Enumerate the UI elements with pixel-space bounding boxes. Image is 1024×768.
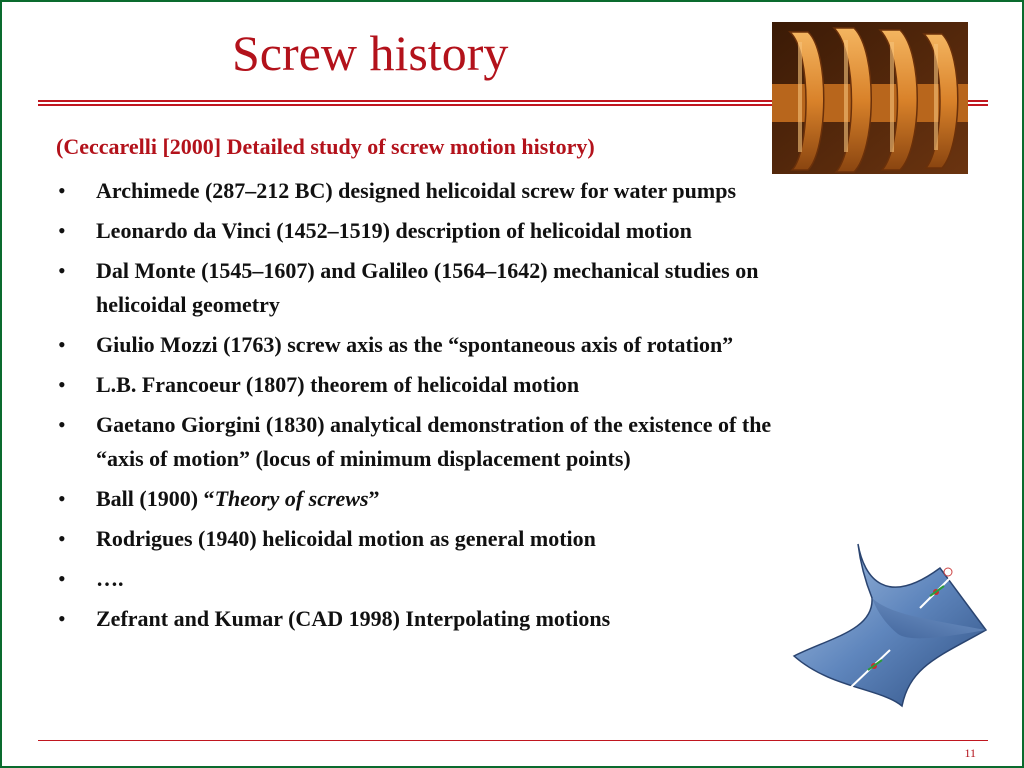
book-title: Theory of screws	[214, 486, 369, 511]
history-item-text: L.B. Francoeur (1807) theorem of helicoidal motion	[96, 372, 580, 397]
bullet-marker: •	[58, 178, 66, 203]
history-item	[56, 328, 986, 362]
slide-title: Screw history	[232, 25, 509, 81]
history-item-text: Gaetano Giorgini (1830) analytical demonstration of the existence of the	[96, 412, 772, 437]
history-item	[56, 214, 986, 248]
bullet-marker: •	[58, 566, 66, 591]
history-item-text: Leonardo da Vinci (1452–1519) description of helicoidal motion	[96, 218, 692, 243]
footer-divider	[38, 740, 988, 741]
bullet-marker: •	[58, 486, 66, 511]
bullet-marker: •	[58, 218, 66, 243]
bullet-marker: •	[58, 526, 66, 551]
bullet-marker: •	[58, 606, 66, 631]
helicoid-surface-image	[790, 538, 996, 714]
history-item-text	[96, 482, 986, 516]
history-item	[56, 254, 986, 322]
history-item-suffix: ”	[368, 486, 380, 511]
history-item	[56, 482, 986, 516]
history-item-text: “axis of motion” (locus of minimum displacement points)	[96, 446, 631, 471]
bullet-marker: •	[58, 372, 66, 397]
page-number: 11	[964, 746, 976, 760]
history-item-text: helicoidal geometry	[96, 292, 280, 317]
history-item	[56, 368, 986, 402]
history-item-text: Archimede (287–212 BC) designed helicoidal screw for water pumps	[96, 178, 737, 203]
history-item-text: Zefrant and Kumar (CAD 1998) Interpolating motions	[96, 606, 611, 631]
source-reference: (Ceccarelli [2000] Detailed study of screw motion history)	[56, 134, 595, 159]
archimedes-screw-photo	[772, 22, 968, 174]
bullet-marker: •	[58, 412, 66, 437]
history-item-text: Rodrigues (1940) helicoidal motion as general motion	[96, 526, 596, 551]
bullet-marker: •	[58, 332, 66, 357]
history-item-text: Dal Monte (1545–1607) and Galileo (1564–1642) mechanical studies on	[96, 258, 759, 283]
history-item-text: ….	[96, 566, 124, 591]
history-item	[56, 174, 986, 208]
history-item-prefix: Ball (1900) “	[96, 486, 215, 511]
bullet-marker: •	[58, 258, 66, 283]
history-item	[56, 408, 986, 476]
history-item-text: Giulio Mozzi (1763) screw axis as the “spontaneous axis of rotation”	[96, 332, 734, 357]
